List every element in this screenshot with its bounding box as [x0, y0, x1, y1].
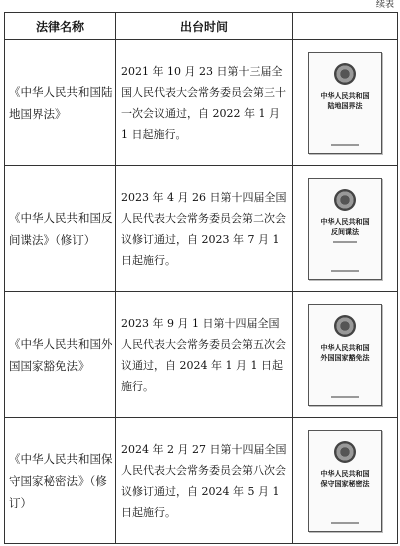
book-cover-image	[308, 52, 382, 154]
national-emblem-icon	[334, 63, 356, 85]
law-name: 《中华人民共和国陆地国界法》	[5, 40, 116, 166]
table-row	[5, 166, 398, 292]
cover-title: 中华人民共和国 保守国家秘密法	[320, 469, 370, 488]
cover-cell	[293, 292, 398, 418]
national-emblem-icon	[334, 189, 356, 211]
book-cover-image	[308, 304, 382, 406]
cover-title: 中华人民共和国 陆地国界法	[320, 91, 370, 110]
header-issue-time: 出台时间	[116, 13, 293, 40]
continued-label: 续表	[375, 0, 394, 10]
national-emblem-icon	[334, 315, 356, 337]
table-row	[5, 40, 398, 166]
book-cover-image	[308, 178, 382, 280]
table-header-row	[5, 13, 398, 40]
book-cover-image	[308, 430, 382, 532]
table-row	[5, 292, 398, 418]
table-row	[5, 418, 398, 544]
header-cover	[293, 13, 398, 40]
national-emblem-icon	[334, 441, 356, 463]
cover-title: 中华人民共和国 反间谍法	[320, 217, 370, 236]
law-time: 2021 年 10 月 23 日第十三届全国人民代表大会常务委员会第三十一次会议通过，自 2022 年 1 月 1 日起施行。	[116, 40, 293, 166]
law-name: 《中华人民共和国保守国家秘密法》（修订）	[5, 418, 116, 544]
header-law-name: 法律名称	[5, 13, 116, 40]
cover-cell	[293, 166, 398, 292]
cover-cell	[293, 418, 398, 544]
law-time: 2023 年 4 月 26 日第十四届全国人民代表大会常务委员会第二次会议修订通过，自 2023 年 7 月 1 日起施行。	[116, 166, 293, 292]
law-table	[4, 12, 398, 544]
law-time: 2024 年 2 月 27 日第十四届全国人民代表大会常务委员会第八次会议修订通过，自 2024 年 5 月 1 日起施行。	[116, 418, 293, 544]
cover-cell	[293, 40, 398, 166]
law-name: 《中华人民共和国反间谍法》（修订）	[5, 166, 116, 292]
law-time: 2023 年 9 月 1 日第十四届全国人民代表大会常务委员会第五次会议通过，自 2024 年 1 月 1 日起施行。	[116, 292, 293, 418]
law-name: 《中华人民共和国外国国家豁免法》	[5, 292, 116, 418]
cover-title: 中华人民共和国 外国国家豁免法	[320, 343, 370, 362]
